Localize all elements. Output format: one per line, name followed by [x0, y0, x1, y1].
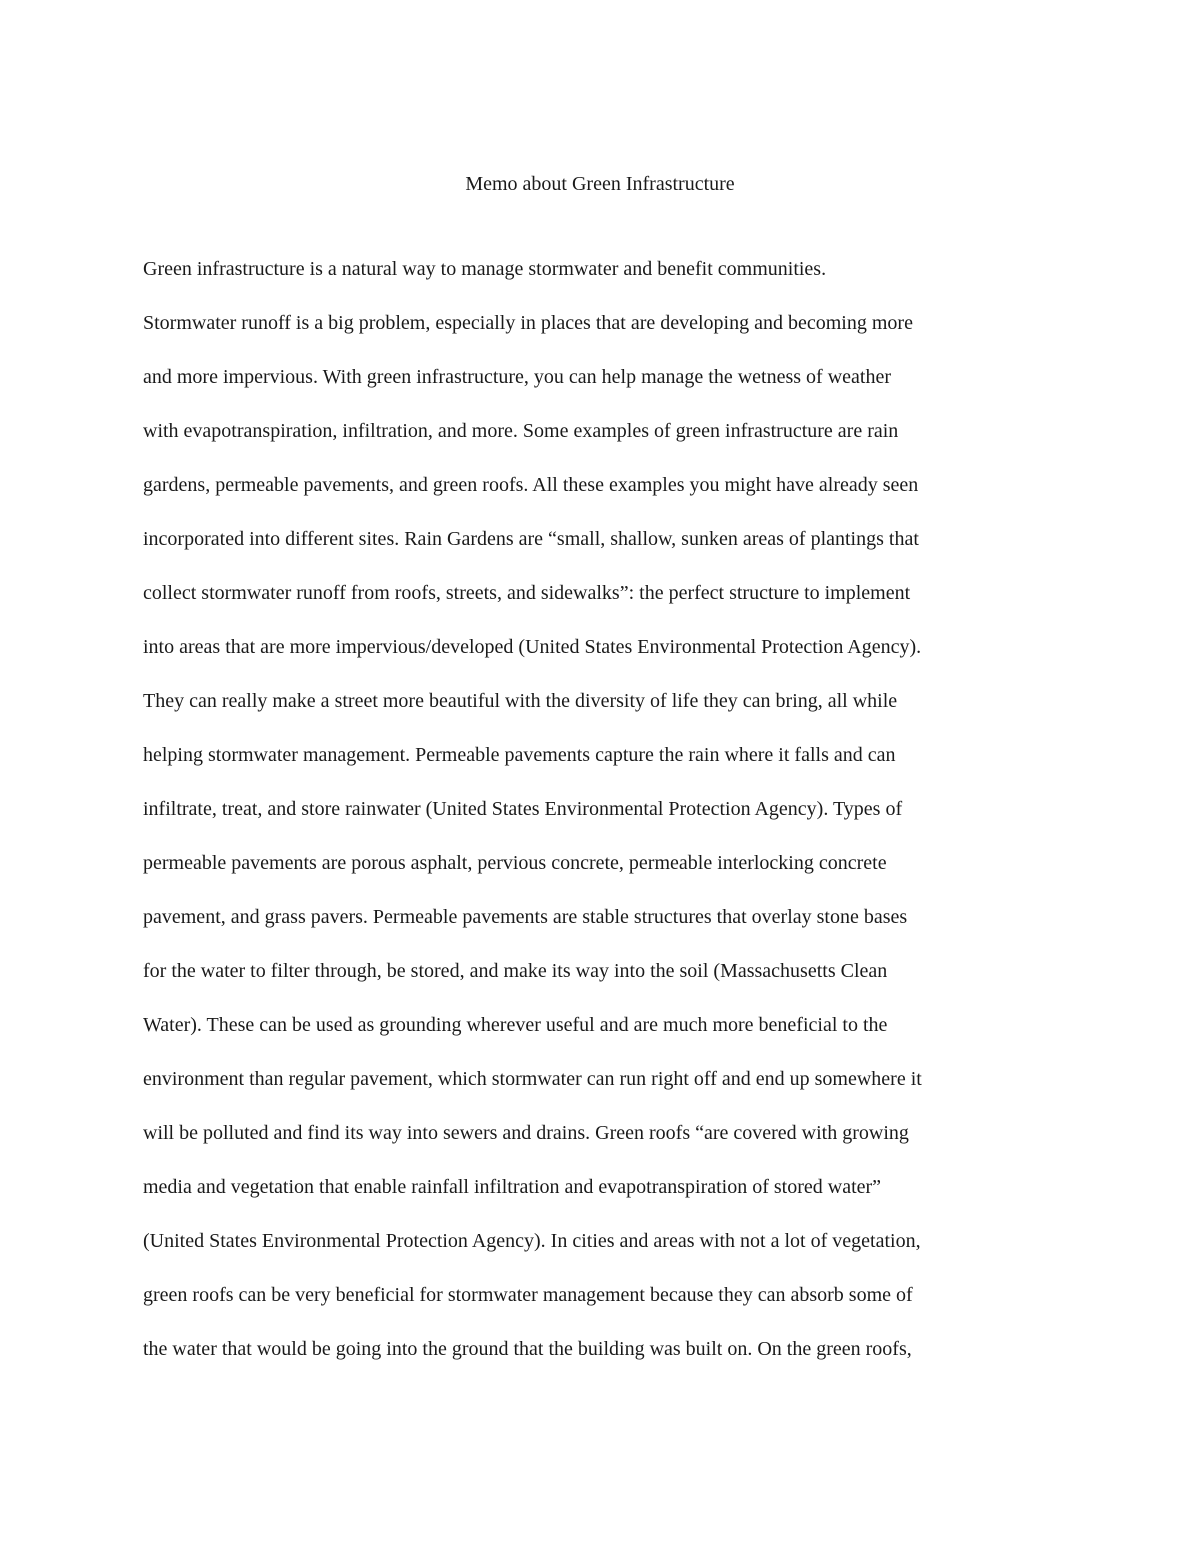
body-line-4: with evapotranspiration, infiltration, and more. Some examples of green infrastructure are rain [143, 420, 899, 442]
body-line-12: permeable pavements are porous asphalt, pervious concrete, permeable interlocking concrete [143, 852, 887, 874]
body-line-13: pavement, and grass pavers. Permeable pavements are stable structures that overlay stone bases [143, 906, 908, 928]
body-line-9: They can really make a street more beautiful with the diversity of life they can bring, all while [143, 690, 898, 712]
body-line-8: into areas that are more impervious/developed (United States Environmental Protection Agency). [143, 636, 922, 658]
body-line-11: infiltrate, treat, and store rainwater (United States Environmental Protection Agency). Types of [143, 798, 903, 820]
body-line-21: the water that would be going into the ground that the building was built on. On the green roofs, [143, 1338, 912, 1360]
body-line-6: incorporated into different sites. Rain Gardens are “small, shallow, sunken areas of plantings that [143, 528, 919, 550]
body-line-2: Stormwater runoff is a big problem, especially in places that are developing and becoming more [143, 312, 913, 334]
body-line-10: helping stormwater management. Permeable pavements capture the rain where it falls and can [143, 744, 896, 766]
body-line-5: gardens, permeable pavements, and green roofs. All these examples you might have already seen [143, 474, 919, 496]
body-line-19: (United States Environmental Protection Agency). In cities and areas with not a lot of vegetation, [143, 1230, 921, 1252]
memo-body [143, 255, 1083, 1389]
body-line-20: green roofs can be very beneficial for stormwater management because they can absorb some of [143, 1284, 913, 1306]
memo-title: Memo about Green Infrastructure [465, 173, 735, 195]
body-line-14: for the water to filter through, be stored, and make its way into the soil (Massachusetts Clean [143, 960, 888, 982]
body-line-17: will be polluted and find its way into sewers and drains. Green roofs “are covered with growing [143, 1122, 909, 1144]
body-line-16: environment than regular pavement, which stormwater can run right off and end up somewhere it [143, 1068, 922, 1090]
body-line-7: collect stormwater runoff from roofs, streets, and sidewalks”: the perfect structure to implement [143, 582, 911, 604]
body-line-1: Green infrastructure is a natural way to manage stormwater and benefit communities. [143, 258, 827, 280]
body-line-18: media and vegetation that enable rainfall infiltration and evapotranspiration of stored water” [143, 1176, 882, 1198]
body-line-15: Water). These can be used as grounding wherever useful and are much more beneficial to the [143, 1014, 888, 1036]
body-line-3: and more impervious. With green infrastructure, you can help manage the wetness of weather [143, 366, 892, 388]
